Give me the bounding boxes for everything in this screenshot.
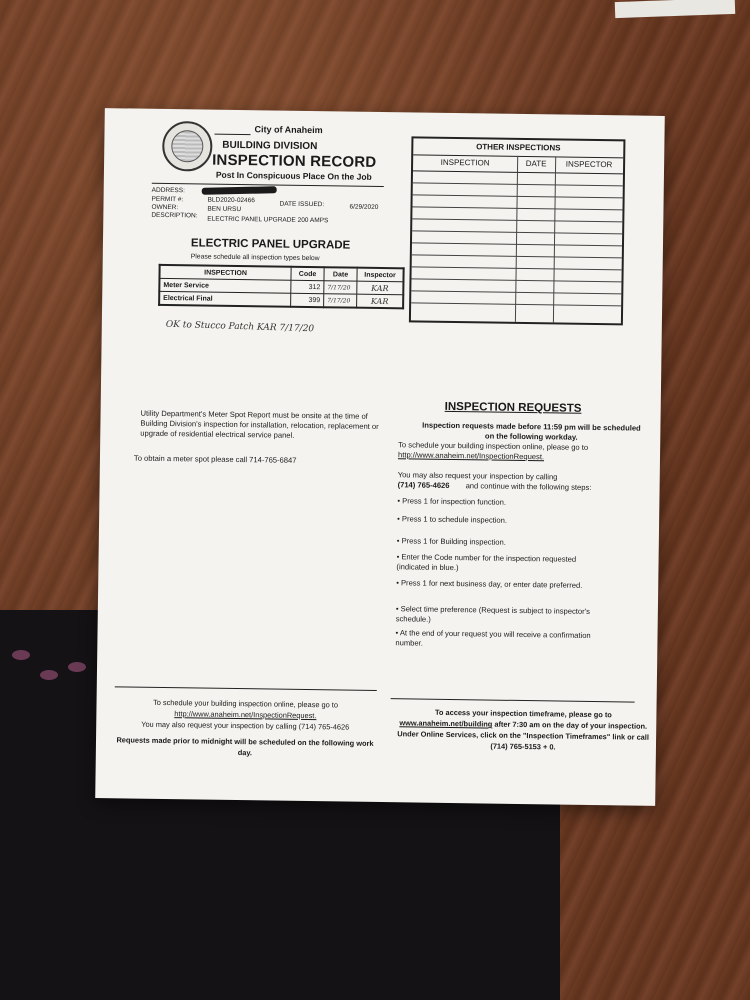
handwritten-note: OK to Stucco Patch KAR 7/17/20 xyxy=(165,319,315,335)
grid-line xyxy=(515,156,518,322)
col-code: Code xyxy=(291,267,324,281)
grid-line xyxy=(412,254,622,258)
step-text: At the end of your request you will receive a confirmation number. xyxy=(395,628,591,648)
page-title: INSPECTION RECORD xyxy=(212,151,377,171)
other-inspections-box xyxy=(409,136,626,325)
list-item: • Press 1 for Building inspection. xyxy=(396,536,506,547)
grid-line xyxy=(413,182,623,186)
footer-left-line3: Requests made prior to midnight will be scheduled on the following work day. xyxy=(116,735,374,758)
grid-line xyxy=(412,242,622,246)
grid-line xyxy=(411,278,621,282)
grid-line xyxy=(411,290,621,294)
footer-divider-left xyxy=(115,686,377,691)
permit-value: BLD2020-02466 xyxy=(207,196,255,205)
footer-right-line2: after 7:30 am on the day of your inspection. Under Online Services, click on the "Inspection Timeframes" link or call (714) 765-5153 + 0. xyxy=(397,719,650,752)
col-date: Date xyxy=(324,267,357,281)
fabric-pattern xyxy=(68,662,86,672)
city-seal-icon xyxy=(162,121,213,172)
utility-notice: Utility Department's Meter Spot Report must be onsite at the time of Building Division's inspection for installation, relocation, replacement or upgrade of residential electrical service panel. xyxy=(140,408,379,440)
row-code: 399 xyxy=(291,293,324,307)
step-text: Select time preference (Request is subject to inspector's schedule.) xyxy=(395,604,590,624)
col-inspection: INSPECTION xyxy=(159,265,291,280)
header-line xyxy=(214,134,250,136)
list-item: • At the end of your request you will receive a confirmation number. xyxy=(395,628,591,648)
footer-left-line1: To schedule your building inspection online, please go to xyxy=(153,697,339,710)
grid-line xyxy=(413,194,623,198)
requests-intro: Inspection requests made before 11:59 pm will be scheduled on the following workday. xyxy=(422,420,641,442)
permit-label: PERMIT #: xyxy=(151,195,184,204)
inspection-record-sheet xyxy=(95,108,665,806)
other-col-inspection: INSPECTION xyxy=(413,154,517,172)
grid-line xyxy=(412,266,622,270)
row-inspection: Electrical Final xyxy=(159,291,291,306)
date-issued-label: DATE ISSUED: xyxy=(279,200,325,209)
description-value: ELECTRIC PANEL UPGRADE 200 AMPS xyxy=(207,215,329,225)
list-item: • Press 1 to schedule inspection. xyxy=(397,514,508,525)
date-issued-value: 6/29/2020 xyxy=(349,203,379,211)
list-item: • Press 1 for next business day, or enter date preferred. xyxy=(396,578,583,590)
grid-line xyxy=(412,230,622,234)
footer-right-line1: To access your inspection timeframe, please go to xyxy=(434,707,612,720)
division-name: BUILDING DIVISION xyxy=(222,139,318,153)
fabric-pattern xyxy=(40,670,58,680)
row-inspection: Meter Service xyxy=(159,278,291,293)
step-text: Enter the Code number for the inspection requested (indicated in blue.) xyxy=(396,552,577,573)
row-inspector: KAR xyxy=(357,294,404,308)
row-code: 312 xyxy=(291,280,324,293)
step-text: Press 1 to schedule inspection. xyxy=(401,514,508,525)
row-date: 7/17/20 xyxy=(324,281,357,294)
requests-phone-number: (714) 765-4626 xyxy=(397,480,450,490)
post-note: Post In Conspicuous Place On the Job xyxy=(215,169,372,182)
list-item: • Enter the Code number for the inspection requested (indicated in blue.) xyxy=(396,552,577,573)
schedule-note: Please schedule all inspection types below xyxy=(190,253,320,263)
other-col-date: DATE xyxy=(517,156,555,174)
requests-online-text: To schedule your building inspection online, please go to xyxy=(398,440,589,452)
footer-left-line2: You may also request your inspection by calling (714) 765-4626 xyxy=(141,719,350,732)
footer-right xyxy=(392,706,655,754)
footer-divider-right xyxy=(391,698,635,702)
footer-left xyxy=(116,696,375,760)
meter-spot-note: To obtain a meter spot please call 714-765-6847 xyxy=(133,453,297,465)
description-label: DESCRIPTION: xyxy=(151,211,198,220)
step-text: Press 1 for next business day, or enter date preferred. xyxy=(400,578,583,590)
list-item: • Press 1 for inspection function. xyxy=(397,496,507,507)
grid-line xyxy=(411,302,621,306)
grid-line xyxy=(412,218,622,222)
city-name: City of Anaheim xyxy=(254,124,323,136)
owner-value: BEN URSU xyxy=(207,205,242,214)
other-inspections-title: OTHER INSPECTIONS xyxy=(413,138,623,158)
requests-phone-text: You may also request your inspection by calling xyxy=(397,470,558,482)
other-col-inspector: INSPECTOR xyxy=(555,156,623,174)
owner-label: OWNER: xyxy=(151,203,179,212)
inspection-table xyxy=(158,264,405,309)
table-row xyxy=(159,291,403,308)
col-inspector: Inspector xyxy=(357,268,404,282)
inspection-requests-title: INSPECTION REQUESTS xyxy=(444,400,582,415)
requests-online-link[interactable]: http://www.anaheim.net/InspectionRequest. xyxy=(397,450,545,462)
fabric-pattern xyxy=(12,650,30,660)
address-label: ADDRESS: xyxy=(151,186,185,195)
footer-left-link[interactable]: http://www.anaheim.net/InspectionRequest. xyxy=(174,709,317,721)
row-date: 7/17/20 xyxy=(324,294,357,308)
footer-right-link[interactable]: www.anaheim.net/building xyxy=(399,718,493,729)
requests-phone-cont: and continue with the following steps: xyxy=(465,481,592,492)
grid-line xyxy=(412,206,622,210)
redacted-address xyxy=(202,186,277,195)
step-text: Press 1 for Building inspection. xyxy=(401,536,506,547)
row-inspector: KAR xyxy=(357,281,404,295)
list-item: • Select time preference (Request is subject to inspector's schedule.) xyxy=(395,604,590,624)
work-title: ELECTRIC PANEL UPGRADE xyxy=(190,237,351,252)
step-text: Press 1 for inspection function. xyxy=(402,496,507,507)
grid-line xyxy=(553,156,556,322)
